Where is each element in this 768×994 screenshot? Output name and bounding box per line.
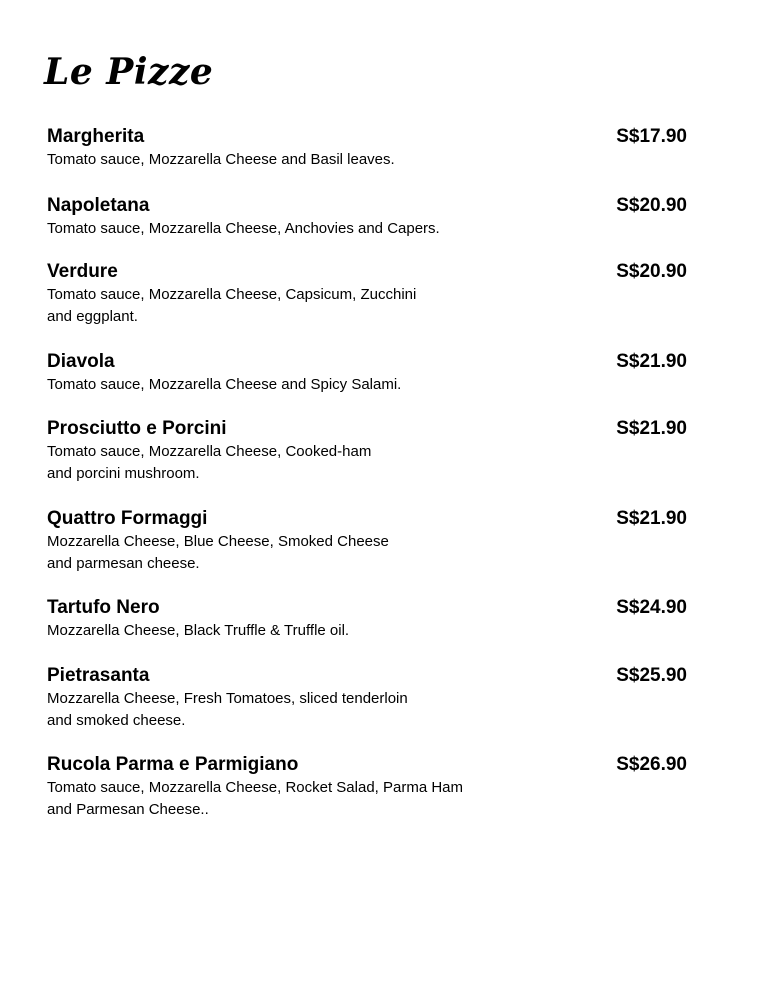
- item-name: Prosciutto e Porcini: [47, 418, 227, 439]
- item-description: Mozzarella Cheese, Black Truffle & Truffle oil.: [47, 622, 350, 639]
- item-price: S$20.90: [616, 261, 687, 282]
- item-description: Tomato sauce, Mozzarella Cheese, Anchovies and Capers.: [47, 220, 440, 237]
- item-price: S$17.90: [616, 126, 687, 147]
- item-name: Verdure: [47, 261, 118, 282]
- item-name: Napoletana: [47, 195, 150, 216]
- item-price: S$21.90: [616, 418, 687, 439]
- item-price: S$20.90: [616, 195, 687, 216]
- item-description: Tomato sauce, Mozzarella Cheese, Capsicum, Zucchini and eggplant.: [47, 286, 417, 325]
- item-price: S$21.90: [616, 508, 687, 529]
- item-price: S$26.90: [616, 754, 687, 775]
- item-description: Tomato sauce, Mozzarella Cheese and Spicy Salami.: [47, 376, 402, 393]
- item-description: Mozzarella Cheese, Fresh Tomatoes, sliced tenderloin and smoked cheese.: [47, 690, 408, 729]
- item-name: Quattro Formaggi: [47, 508, 208, 529]
- item-price: S$21.90: [616, 351, 687, 372]
- item-name: Rucola Parma e Parmigiano: [47, 754, 299, 775]
- item-description: Mozzarella Cheese, Blue Cheese, Smoked Cheese and parmesan cheese.: [47, 533, 389, 572]
- item-name: Margherita: [47, 126, 145, 147]
- item-name: Diavola: [47, 351, 115, 372]
- item-description: Tomato sauce, Mozzarella Cheese, Cooked-ham and porcini mushroom.: [47, 443, 372, 482]
- item-price: S$25.90: [616, 665, 687, 686]
- menu-title: Le Pizze: [44, 51, 214, 93]
- item-name: Pietrasanta: [47, 665, 150, 686]
- item-price: S$24.90: [616, 597, 687, 618]
- item-name: Tartufo Nero: [47, 597, 160, 618]
- item-description: Tomato sauce, Mozzarella Cheese, Rocket Salad, Parma Ham and Parmesan Cheese..: [47, 779, 464, 818]
- item-description: Tomato sauce, Mozzarella Cheese and Basil leaves.: [47, 151, 395, 168]
